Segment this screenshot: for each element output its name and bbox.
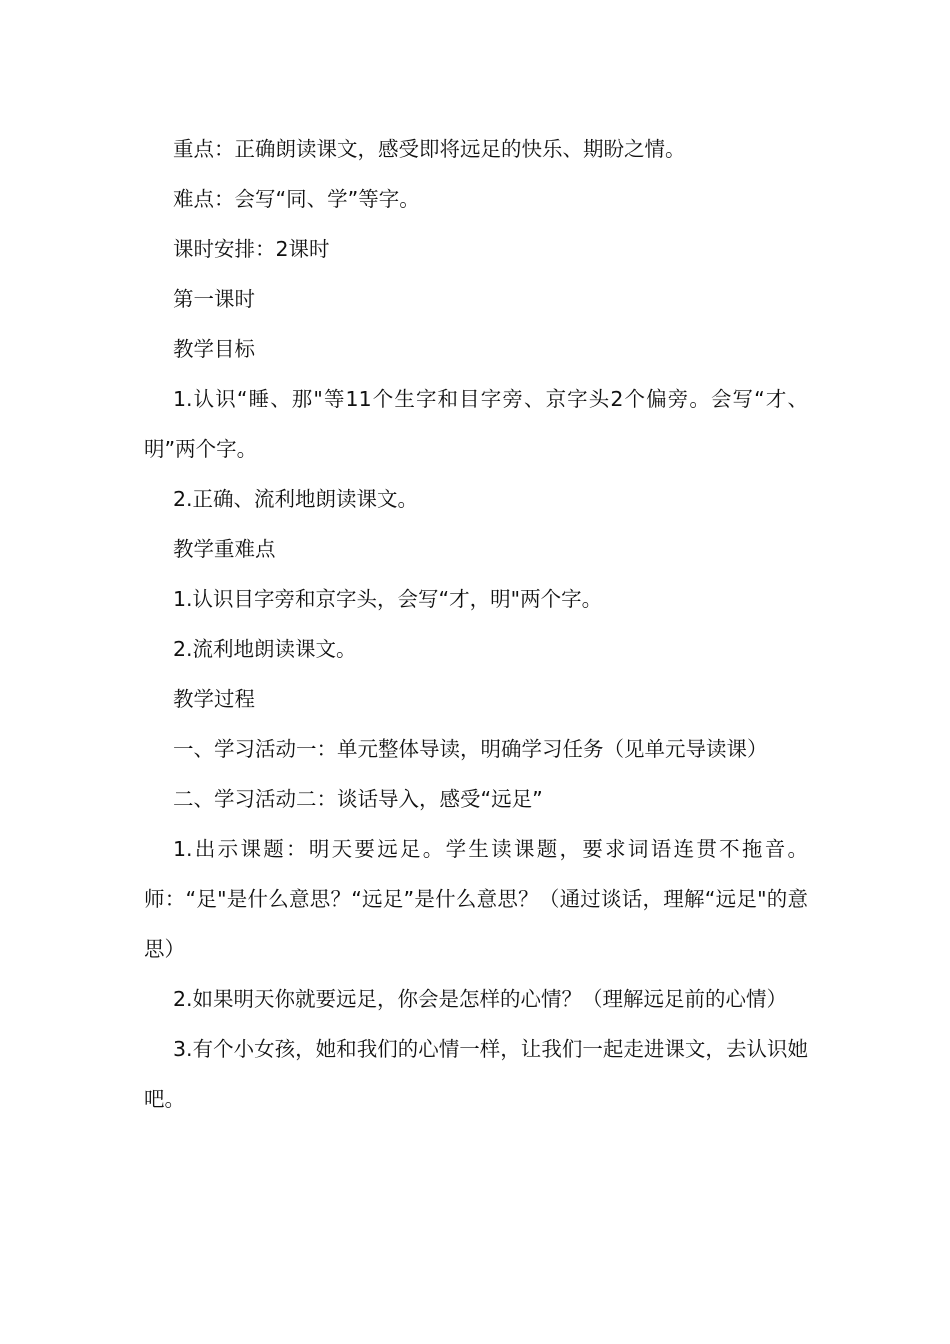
heading-teaching-process: 教学过程 [173,687,255,711]
difficulty-item-1: 1.认识目字旁和京字头，会写“才，明"两个字。 [173,587,603,611]
goal-item-2: 2.正确、流利地朗读课文。 [173,487,419,511]
step-item-2: 2.如果明天你就要远足，你会是怎样的心情？（理解远足前的心情） [173,987,788,1011]
paragraph-schedule: 课时安排：2课时 [173,237,330,261]
step-item-1: 1.出示课题：明天要远足。学生读课题，要求词语连贯不拖音。师：“足"是什么意思？“远足”是什么意思？（通过谈话，理解“远足"的意思） [144,837,808,961]
activity-one: 一、学习活动一：单元整体导读，明确学习任务（见单元导读课） [173,737,768,761]
heading-first-lesson: 第一课时 [173,287,255,311]
document-body [144,124,808,1124]
difficulty-item-2: 2.流利地朗读课文。 [173,637,357,661]
step-item-3: 3.有个小女孩，她和我们的心情一样，让我们一起走进课文，去认识她吧。 [144,1037,808,1111]
goal-item-1: 1.认识“睡、那"等11个生字和目字旁、京字头2个偏旁。会写“才、明”两个字。 [144,387,808,461]
heading-teaching-goals: 教学目标 [173,337,255,361]
paragraph-key-points: 重点：正确朗读课文，感受即将远足的快乐、期盼之情。 [173,137,686,161]
heading-key-difficulties: 教学重难点 [173,537,276,561]
paragraph-difficulties: 难点：会写“同、学”等字。 [173,187,420,211]
activity-two: 二、学习活动二：谈话导入，感受“远足” [173,787,543,811]
